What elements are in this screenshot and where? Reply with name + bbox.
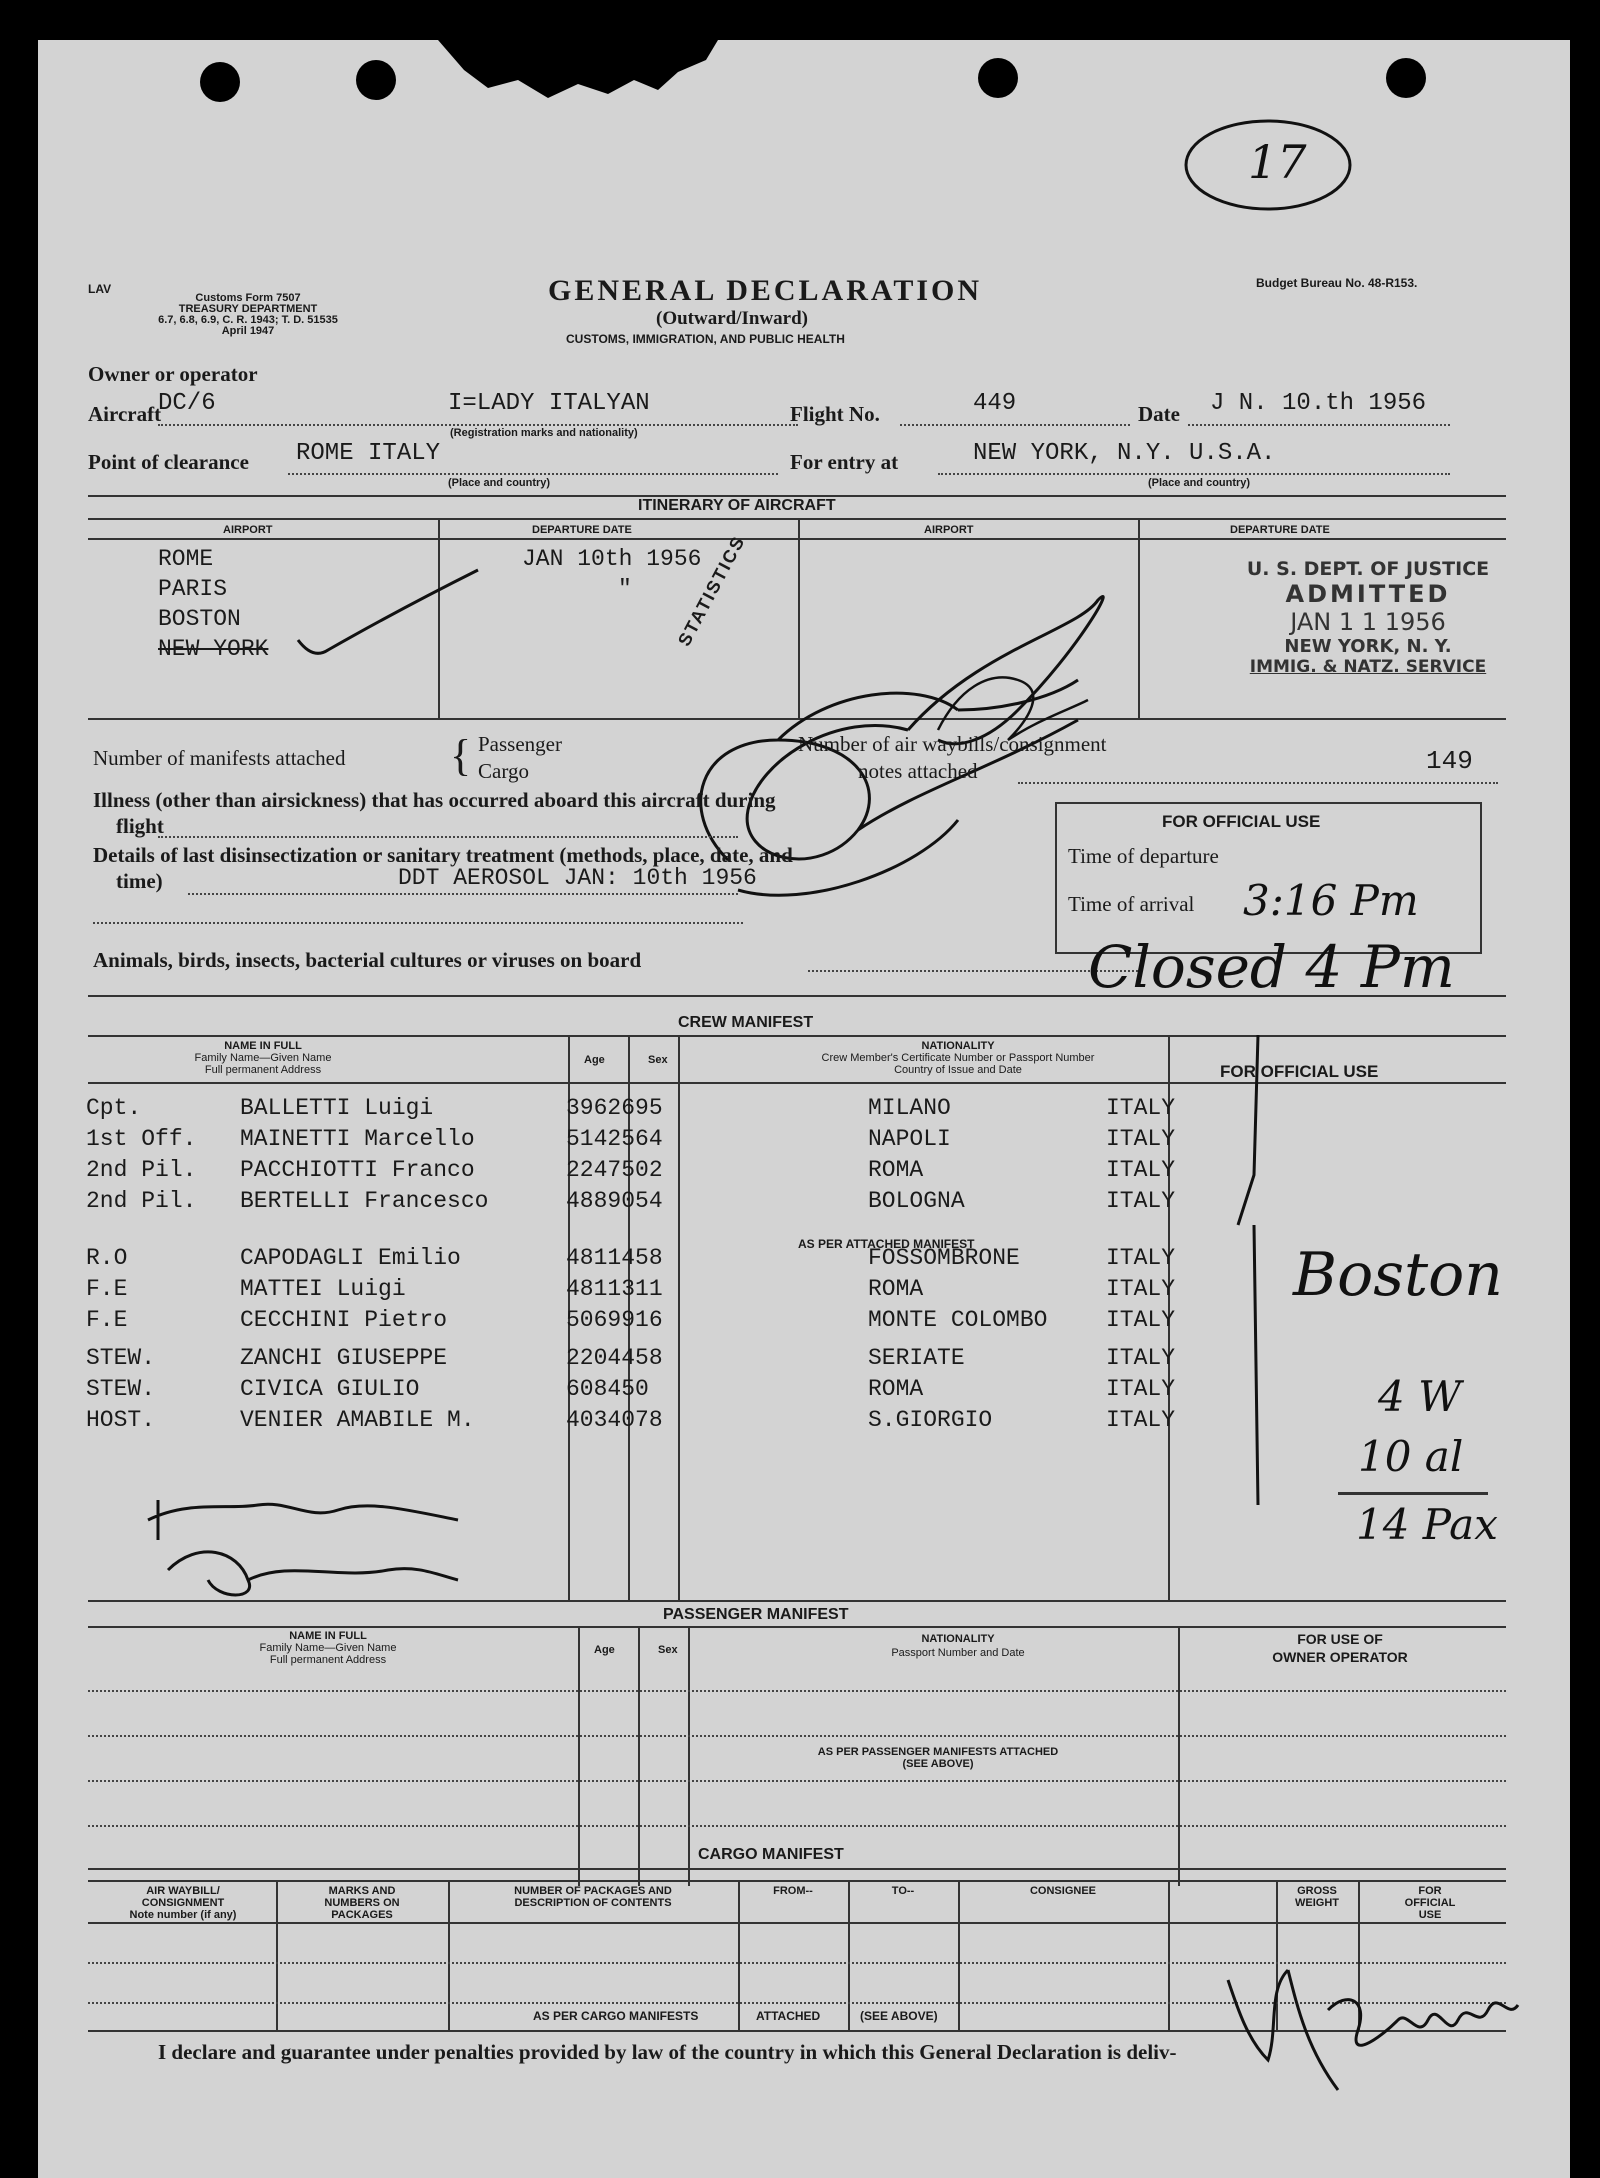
cargo-see-above: (SEE ABOVE) (860, 2009, 938, 2023)
passenger-header-name-1: NAME IN FULL (289, 1630, 367, 1642)
crew-rank: 1st Off. (86, 1126, 197, 1152)
cargo-header-line: DESCRIPTION OF CONTENTS (514, 1897, 672, 1909)
departure-time-label: Time of departure (1068, 844, 1219, 868)
disinsect-label-2: time) (116, 869, 163, 893)
crew-name: PACCHIOTTI Franco (240, 1157, 475, 1183)
cargo-header-line: GROSS (1297, 1885, 1337, 1897)
clearance-value: ROME ITALY (296, 440, 441, 467)
crew-country: ITALY (1106, 1095, 1176, 1121)
page-mark: 17 (1248, 135, 1307, 189)
admitted-stamp (1218, 558, 1518, 677)
itinerary-date-1: JAN 10th 1956 (522, 546, 702, 572)
arrival-time-value: 3:16 Pm (1243, 876, 1419, 925)
crew-header-nat-3: Country of Issue and Date (894, 1064, 1022, 1076)
crew-number: 5069916 (566, 1307, 663, 1333)
cargo-as-per: AS PER CARGO MANIFESTS (533, 2009, 699, 2023)
itinerary-airport-3: BOSTON (158, 606, 241, 632)
date-label: Date (1138, 402, 1180, 426)
crew-name: BALLETTI Luigi (240, 1095, 434, 1121)
crew-name: BERTELLI Francesco (240, 1188, 489, 1214)
passenger-header-name-2: Family Name—Given Name (259, 1642, 397, 1654)
cargo-header-col (93, 1885, 273, 1921)
cargo-header-col (850, 1885, 956, 1897)
waybills-value: 149 (1426, 746, 1473, 776)
official-bracket (1218, 1025, 1298, 1525)
clearance-label: Point of clearance (88, 450, 249, 474)
cargo-header-line: PACKAGES (331, 1909, 393, 1921)
brace: { (450, 731, 472, 780)
cargo-header-col (740, 1885, 846, 1897)
cargo-header-col (1360, 1885, 1500, 1921)
manifests-passenger: Passenger (478, 732, 562, 756)
crew-as-per: AS PER ATTACHED MANIFEST (798, 1237, 975, 1251)
itinerary-header-date: DEPARTURE DATE (532, 524, 632, 536)
cargo-header-line: NUMBER OF PACKAGES AND (514, 1885, 672, 1897)
entry-caption: (Place and country) (1148, 477, 1251, 489)
passenger-header-name-3: Full permanent Address (269, 1654, 387, 1666)
crew-city: SERIATE (868, 1345, 965, 1371)
cargo-header-line: MARKS AND (328, 1885, 396, 1897)
itinerary-airport-1: ROME (158, 546, 214, 572)
passenger-header-owner (1180, 1630, 1500, 1666)
crew-rank: HOST. (86, 1407, 156, 1433)
punch-hole (1386, 58, 1426, 98)
crew-header-sex: Sex (648, 1054, 668, 1066)
crew-number: 4889054 (566, 1188, 663, 1214)
crew-country: ITALY (1106, 1345, 1176, 1371)
cargo-header-line: USE (1418, 1909, 1442, 1921)
crew-country: ITALY (1106, 1157, 1176, 1183)
stamp-line-5: IMMIG. & NATZ. SERVICE (1249, 657, 1487, 677)
passenger-header-nat-2: Passport Number and Date (891, 1647, 1025, 1659)
crew-name: VENIER AMABILE M. (240, 1407, 475, 1433)
cargo-header-line: OFFICIAL (1404, 1897, 1456, 1909)
clearance-caption: (Place and country) (448, 477, 551, 489)
passenger-as-per-1: AS PER PASSENGER MANIFESTS ATTACHED (817, 1746, 1059, 1758)
crew-header-nat-2: Crew Member's Certificate Number or Passport Number (821, 1052, 1095, 1064)
check-mark (288, 560, 488, 670)
stamp-line-2: ADMITTED (1285, 580, 1451, 608)
passenger-title: PASSENGER MANIFEST (663, 1606, 849, 1623)
crew-number: 3962695 (566, 1095, 663, 1121)
cargo-header-col (278, 1885, 446, 1921)
lav-code: LAV (88, 282, 112, 296)
illness-label-2: flight (116, 814, 164, 838)
crew-country: ITALY (1106, 1245, 1176, 1271)
boston-note: Boston (1293, 1240, 1503, 1310)
form-subtitle: (Outward/Inward) (656, 308, 809, 329)
entry-value: NEW YORK, N.Y. U.S.A. (973, 440, 1276, 467)
crew-rank: R.O (86, 1245, 128, 1271)
stamp-line-4: NEW YORK, N. Y. (1284, 636, 1452, 657)
statistics-stamp: STATISTICS (674, 531, 750, 650)
crew-city: BOLOGNA (868, 1188, 965, 1214)
cargo-header-col (1278, 1885, 1356, 1909)
itinerary-header-airport: AIRPORT (223, 524, 273, 536)
crew-header-name-1: NAME IN FULL (224, 1040, 302, 1052)
arrival-time-label: Time of arrival (1068, 892, 1195, 916)
crew-number: 4034078 (566, 1407, 663, 1433)
cargo-attached: ATTACHED (756, 2009, 821, 2023)
crew-city: ROMA (868, 1376, 924, 1402)
cargo-header-line: FOR (1418, 1885, 1442, 1897)
registration-caption: (Registration marks and nationality) (450, 427, 638, 439)
form-title: GENERAL DECLARATION (548, 274, 983, 307)
cargo-header-line: WEIGHT (1295, 1897, 1339, 1909)
crew-header-nat-1: NATIONALITY (921, 1040, 995, 1052)
itinerary-airport-4: NEW YORK (158, 636, 269, 662)
form-info (98, 293, 398, 337)
crew-country: ITALY (1106, 1276, 1176, 1302)
regulation: 6.7, 6.8, 6.9, C. R. 1943; T. D. 51535 (158, 314, 338, 326)
torn-edge (438, 40, 718, 100)
passenger-header-nationality (698, 1632, 1218, 1660)
declaration-form (38, 40, 1570, 2178)
passenger-header-owner-1: FOR USE OF (1297, 1631, 1383, 1647)
cargo-header-col (960, 1885, 1166, 1897)
illness-label-1: Illness (other than airsickness) that has occurred aboard this aircraft during (93, 788, 776, 812)
crew-header-name-2: Family Name—Given Name (194, 1052, 332, 1064)
itinerary-header-date-2: DEPARTURE DATE (1230, 524, 1330, 536)
crew-number: 608450 (566, 1376, 649, 1402)
flight-value: 449 (973, 390, 1017, 417)
crew-city: NAPOLI (868, 1126, 951, 1152)
form-subtitle-2: CUSTOMS, IMMIGRATION, AND PUBLIC HEALTH (566, 332, 845, 346)
crew-name: CECCHINI Pietro (240, 1307, 448, 1333)
crew-title: CREW MANIFEST (678, 1014, 814, 1031)
crew-number: 2247502 (566, 1157, 663, 1183)
stamp-line-1: U. S. DEPT. OF JUSTICE (1246, 558, 1490, 580)
crew-city: FOSSOMBRONE (868, 1245, 1020, 1271)
waybills-label-1: Number of air waybills/consignment (798, 732, 1107, 756)
itinerary-title: ITINERARY OF AIRCRAFT (638, 497, 836, 514)
crew-rank: STEW. (86, 1376, 156, 1402)
crew-rank: F.E (86, 1276, 128, 1302)
crew-city: ROMA (868, 1157, 924, 1183)
itinerary-header-airport-2: AIRPORT (924, 524, 974, 536)
crew-header-official: FOR OFFICIAL USE (1220, 1062, 1379, 1081)
passenger-header-owner-2: OWNER OPERATOR (1272, 1649, 1408, 1665)
aircraft-value: DC/6 (158, 390, 216, 417)
passenger-header-age: Age (594, 1644, 615, 1656)
tally-1: 4 W (1378, 1372, 1462, 1421)
budget-number: Budget Bureau No. 48-R153. (1256, 276, 1418, 290)
punch-hole (978, 58, 1018, 98)
form-number: Customs Form 7507 (195, 292, 301, 304)
punch-hole (356, 60, 396, 100)
disinsect-value: DDT AEROSOL JAN: 10th 1956 (398, 865, 757, 891)
captain-signature (138, 1480, 468, 1610)
crew-rank: STEW. (86, 1345, 156, 1371)
cargo-header-col (450, 1885, 736, 1909)
tally-3: 14 Pax (1356, 1500, 1498, 1549)
aircraft-label: Aircraft (88, 402, 162, 426)
crew-city: MONTE COLOMBO (868, 1307, 1048, 1333)
manifests-label: Number of manifests attached (93, 746, 346, 770)
operator-signature (1208, 1950, 1538, 2110)
passenger-header-name (98, 1630, 558, 1666)
crew-header-age: Age (584, 1054, 605, 1066)
crew-country: ITALY (1106, 1376, 1176, 1402)
crew-country: ITALY (1106, 1407, 1176, 1433)
passenger-as-per (698, 1746, 1178, 1770)
crew-country: ITALY (1106, 1188, 1176, 1214)
crew-name: MATTEI Luigi (240, 1276, 406, 1302)
crew-number: 2204458 (566, 1345, 663, 1371)
closed-note: Closed 4 Pm (1088, 933, 1455, 1001)
itinerary-date-2: " (618, 576, 632, 602)
crew-header-name (98, 1040, 428, 1076)
crew-rank: F.E (86, 1307, 128, 1333)
crew-name: CAPODAGLI Emilio (240, 1245, 461, 1271)
cargo-header-line: CONSIGNMENT (141, 1897, 225, 1909)
cargo-header-line: NUMBERS ON (324, 1897, 400, 1909)
stamp-line-3: JAN 1 1 1956 (1290, 608, 1446, 636)
crew-name: CIVICA GIULIO (240, 1376, 420, 1402)
crew-name: ZANCHI GIUSEPPE (240, 1345, 448, 1371)
crew-number: 4811458 (566, 1245, 663, 1271)
cargo-header-line: AIR WAYBILL/ (146, 1885, 220, 1897)
waybills-label-2: notes attached (858, 759, 978, 783)
crew-country: ITALY (1106, 1126, 1176, 1152)
crew-city: MILANO (868, 1095, 951, 1121)
cargo-header-line: FROM-- (773, 1885, 813, 1897)
cargo-header-line: TO-- (891, 1885, 915, 1897)
animals-label: Animals, birds, insects, bacterial cultures or viruses on board (93, 948, 642, 972)
manifests-cargo: Cargo (478, 759, 529, 783)
crew-header-name-3: Full permanent Address (204, 1064, 322, 1076)
cargo-header-line: CONSIGNEE (1029, 1885, 1096, 1897)
owner-label: Owner or operator (88, 362, 258, 386)
passenger-as-per-2: (SEE ABOVE) (902, 1758, 974, 1770)
department: TREASURY DEPARTMENT (178, 303, 318, 315)
date-value: J N. 10.th 1956 (1210, 390, 1427, 417)
entry-label: For entry at (790, 450, 899, 474)
cargo-header-line: Note number (if any) (129, 1909, 237, 1921)
punch-hole (200, 62, 240, 102)
crew-header-nationality (698, 1040, 1218, 1076)
flight-label: Flight No. (790, 402, 880, 426)
passenger-header-sex: Sex (658, 1644, 678, 1656)
declaration-text: I declare and guarantee under penalties provided by law of the country in which this General Declaration is deliv- (158, 2040, 1177, 2064)
crew-name: MAINETTI Marcello (240, 1126, 475, 1152)
form-date: April 1947 (221, 325, 275, 337)
official-use-title: FOR OFFICIAL USE (1162, 812, 1321, 831)
tally-2: 10 al (1358, 1432, 1464, 1481)
crew-city: S.GIORGIO (868, 1407, 993, 1433)
crew-country: ITALY (1106, 1307, 1176, 1333)
crew-number: 4811311 (566, 1276, 663, 1302)
crew-rank: Cpt. (86, 1095, 142, 1121)
crew-rank: 2nd Pil. (86, 1157, 197, 1183)
itinerary-airport-2: PARIS (158, 576, 228, 602)
registration-value: I=LADY ITALYAN (448, 390, 650, 417)
crew-number: 5142564 (566, 1126, 663, 1152)
cargo-title: CARGO MANIFEST (698, 1846, 844, 1863)
disinsect-label-1: Details of last disinsectization or sanitary treatment (methods, place, date, and (93, 843, 793, 867)
crew-rank: 2nd Pil. (86, 1188, 197, 1214)
crew-city: ROMA (868, 1276, 924, 1302)
passenger-header-nat-1: NATIONALITY (921, 1633, 995, 1645)
